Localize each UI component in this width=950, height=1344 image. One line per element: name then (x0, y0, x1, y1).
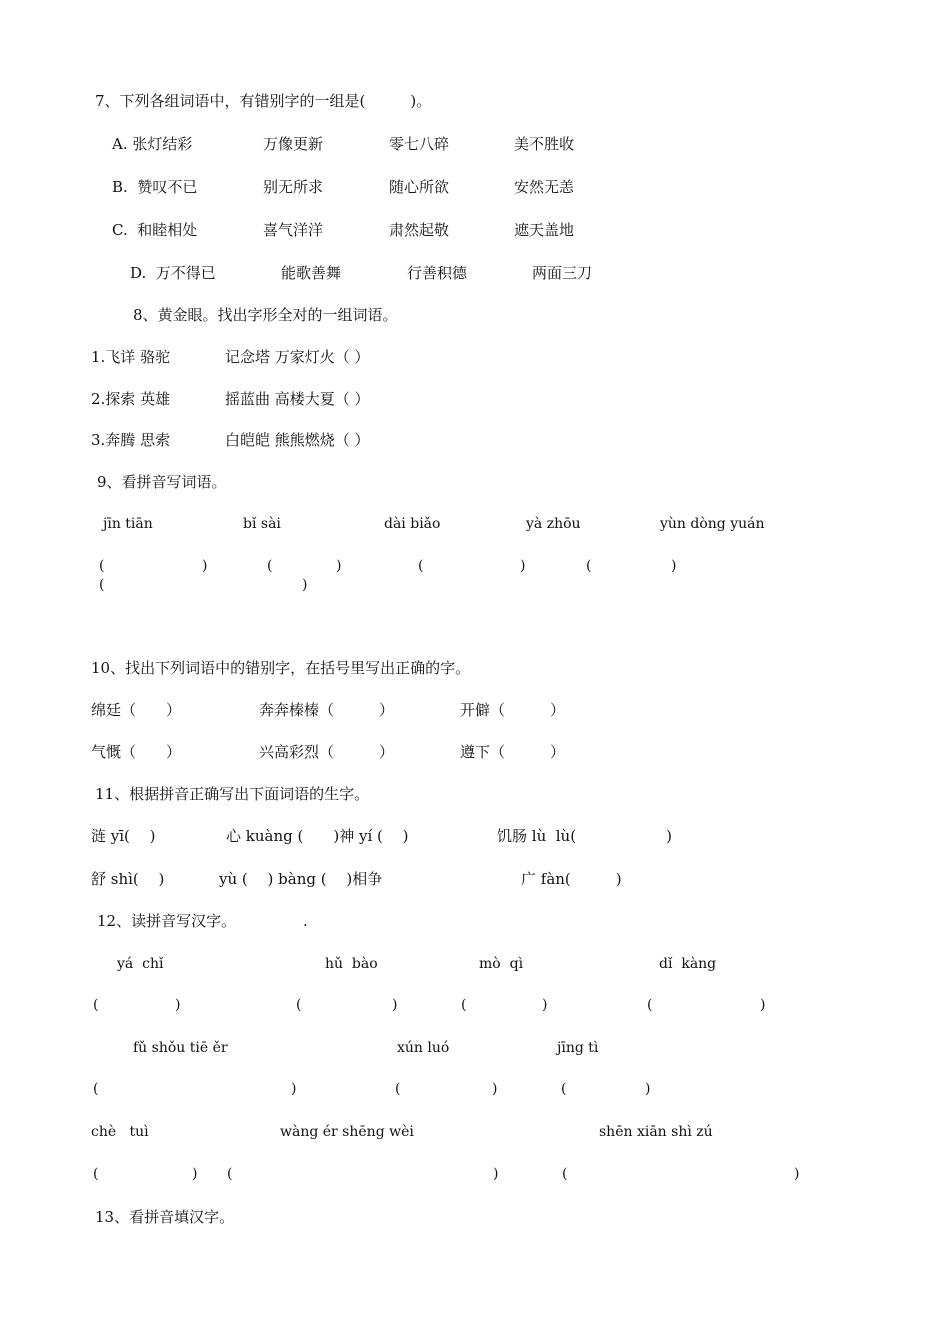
q12-pinyin: xún luó (397, 1040, 450, 1056)
q9-bracket: ( (99, 577, 105, 593)
q10-item: 气慨（ ） (91, 743, 182, 761)
q12-bracket: ( (93, 997, 99, 1013)
q7-option-b-word4: 安然无恙 (514, 178, 575, 196)
q7-option-b-word3: 随心所欲 (389, 178, 450, 196)
q11-item: 饥肠 lù lù( ) (497, 827, 672, 845)
q12-bracket: ( (395, 1081, 401, 1097)
q12-title: 12、读拼音写汉字。 (97, 912, 237, 930)
q12-pinyin: chè tuì (91, 1124, 149, 1140)
q7-option-d-word4: 两面三刀 (532, 264, 593, 282)
q11-item: 心 kuàng ( )神 yí ( ) (226, 827, 409, 845)
q12-bracket: ( (296, 997, 302, 1013)
q12-pinyin: wàng ér shēng wèi (280, 1124, 414, 1140)
q12-pinyin: yá chǐ (117, 956, 164, 972)
q7-option-d: D. 万不得已 (130, 264, 216, 282)
q9-bracket: ( (418, 558, 424, 574)
q12-pinyin: dǐ kàng (659, 956, 717, 972)
q10-item: 遵下（ ） (460, 743, 566, 761)
q9-bracket: ) (671, 558, 677, 574)
q12-bracket: ) (492, 1081, 498, 1097)
q12-bracket: ) (542, 997, 548, 1013)
q12-pinyin: shēn xiān shì zú (599, 1124, 713, 1140)
q12-pinyin: mò qì (479, 956, 524, 972)
q8-item-3-a: 3.奔腾 思索 (91, 431, 171, 449)
q7-option-c-word2: 喜气洋洋 (263, 221, 324, 239)
q11-item: yù ( ) bàng ( )相争 (219, 870, 383, 888)
q8-item-3-b: 白皑皑 熊熊燃烧（ ） (225, 431, 370, 449)
q11-item: 广 fàn( ) (521, 870, 622, 888)
q12-bracket: ( (647, 997, 653, 1013)
q7-option-c: C. 和睦相处 (112, 221, 198, 239)
q11-item: 涟 yī( ) (91, 827, 156, 845)
q13-title: 13、看拼音填汉字。 (95, 1208, 235, 1226)
q9-bracket: ) (520, 558, 526, 574)
q10-item: 奔奔榛榛（ ） (259, 701, 395, 719)
q8-item-1-a: 1.飞详 骆驼 (91, 348, 171, 366)
q7-option-c-word4: 遮天盖地 (514, 221, 575, 239)
q12-bracket: ) (192, 1166, 198, 1182)
q12-bracket: ( (461, 997, 467, 1013)
q12-bracket: ) (392, 997, 398, 1013)
q9-pinyin-4: yà zhōu (526, 516, 581, 532)
q7-option-b: B. 赞叹不已 (112, 178, 198, 196)
q11-title: 11、根据拼音正确写出下面词语的生字。 (95, 785, 370, 803)
q7-option-d-word3: 行善积德 (407, 264, 468, 282)
q12-bracket: ) (493, 1166, 499, 1182)
q9-bracket: ) (202, 558, 208, 574)
q7-option-a-word2: 万像更新 (263, 135, 324, 153)
q9-bracket: ( (586, 558, 592, 574)
q12-pinyin: jīng tì (557, 1040, 599, 1056)
q9-pinyin-5: yùn dòng yuán (660, 516, 765, 532)
q12-bracket: ) (794, 1166, 800, 1182)
q7-option-b-word2: 别无所求 (263, 178, 324, 196)
q7-option-a: A. 张灯结彩 (112, 135, 193, 153)
q9-pinyin-1: jīn tiān (103, 516, 153, 532)
q12-bracket: ( (227, 1166, 233, 1182)
q12-bracket: ) (175, 997, 181, 1013)
q8-title: 8、黄金眼。找出字形全对的一组词语。 (133, 306, 398, 324)
q12-bracket: ( (93, 1166, 99, 1182)
q11-item: 舒 shì( ) (91, 870, 165, 888)
q9-bracket: ) (302, 577, 308, 593)
q8-item-2-a: 2.探索 英雄 (91, 390, 171, 408)
q9-pinyin-3: dài biǎo (384, 516, 441, 532)
q7-option-c-word3: 肃然起敬 (389, 221, 450, 239)
q9-bracket: ( (99, 558, 105, 574)
q7-option-a-word3: 零七八碎 (389, 135, 450, 153)
q10-item: 绵廷（ ） (91, 701, 182, 719)
q12-pinyin: fǔ shǒu tiē ěr (133, 1040, 228, 1056)
q12-pinyin: hǔ bào (325, 956, 378, 972)
q12-dot: . (303, 912, 308, 930)
q9-title: 9、看拼音写词语。 (97, 473, 227, 491)
q8-item-2-b: 摇蓝曲 高楼大夏（ ） (225, 390, 370, 408)
q7-option-a-word4: 美不胜收 (514, 135, 575, 153)
q12-bracket: ) (291, 1081, 297, 1097)
q10-item: 兴高彩烈（ ） (259, 743, 395, 761)
q7-option-d-word2: 能歌善舞 (281, 264, 342, 282)
q9-bracket: ) (336, 558, 342, 574)
q7-title: 7、下列各组词语中，有错别字的一组是( )。 (95, 92, 432, 110)
q12-bracket: ( (562, 1166, 568, 1182)
q10-title: 10、找出下列词语中的错别字，在括号里写出正确的字。 (91, 659, 471, 677)
q12-bracket: ) (760, 997, 766, 1013)
q8-item-1-b: 记念塔 万家灯火（ ） (225, 348, 370, 366)
q9-pinyin-2: bǐ sài (243, 516, 281, 532)
q10-item: 开僻（ ） (460, 701, 566, 719)
q12-bracket: ) (645, 1081, 651, 1097)
q9-bracket: ( (267, 558, 273, 574)
q12-bracket: ( (93, 1081, 99, 1097)
q12-bracket: ( (561, 1081, 567, 1097)
